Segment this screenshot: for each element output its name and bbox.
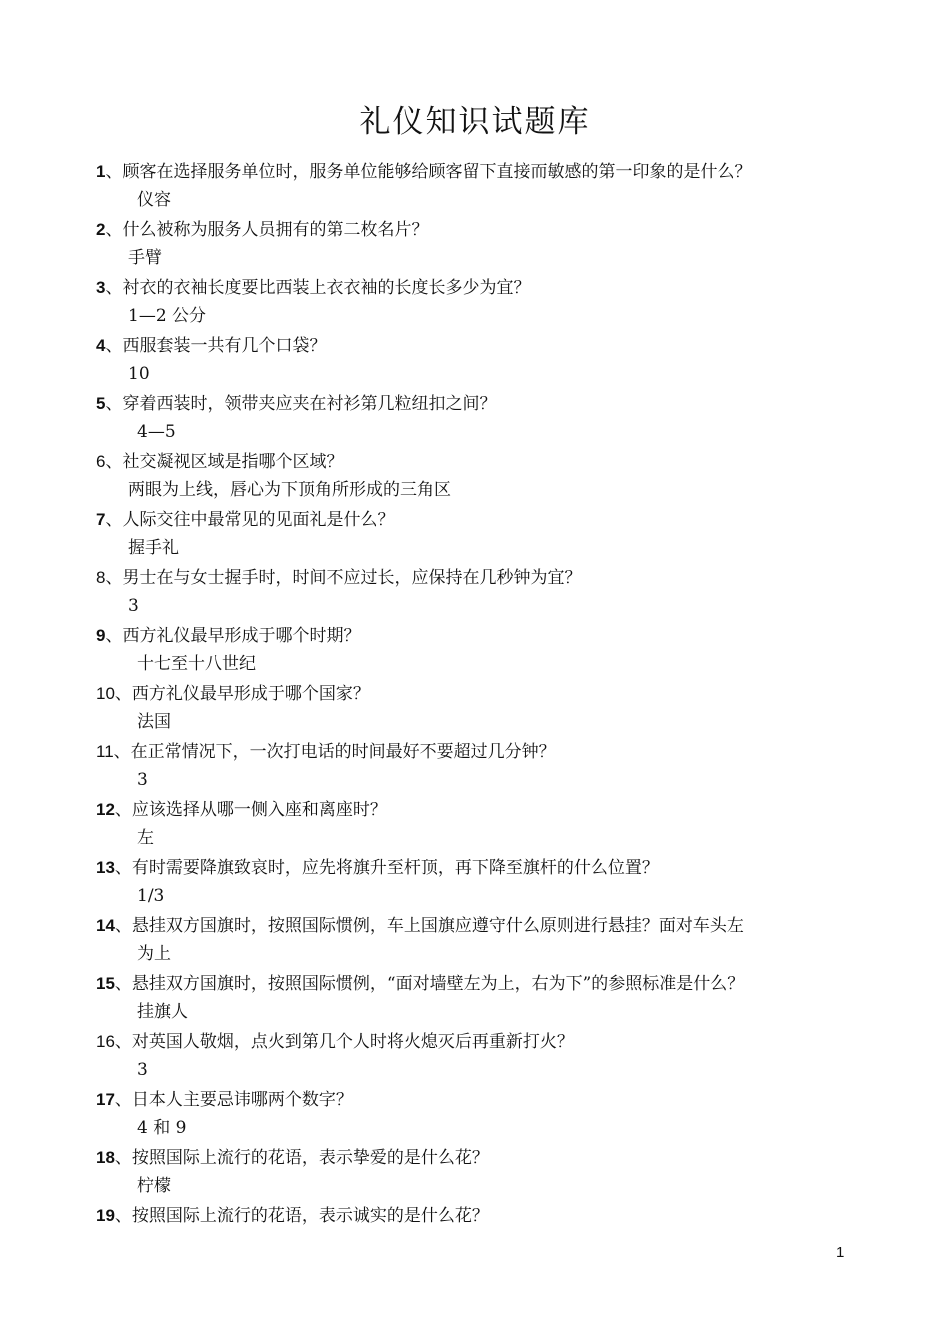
answer-text: 为上 bbox=[137, 944, 171, 964]
question-number: 19 bbox=[96, 1206, 115, 1225]
question-separator: 、 bbox=[105, 162, 123, 182]
question-line bbox=[96, 215, 876, 244]
question-separator: 、 bbox=[114, 916, 132, 936]
question-number: 15 bbox=[96, 974, 115, 993]
answer-text: 柠檬 bbox=[137, 1176, 171, 1196]
question-separator: 、 bbox=[105, 278, 123, 298]
question-number: 5 bbox=[96, 394, 106, 413]
question-number: 4 bbox=[96, 336, 106, 355]
question-item bbox=[96, 273, 876, 331]
question-number: 18 bbox=[96, 1148, 115, 1167]
question-line bbox=[96, 969, 876, 998]
question-item bbox=[96, 215, 876, 273]
question-line bbox=[96, 273, 876, 302]
question-text: 日本人主要忌讳哪两个数字？ bbox=[131, 1090, 353, 1110]
question-text: 应该选择从哪一侧入座和离座时？ bbox=[131, 800, 387, 820]
question-number: 10 bbox=[96, 684, 115, 703]
answer-text: 3 bbox=[128, 596, 139, 616]
question-item bbox=[96, 331, 876, 389]
question-separator: 、 bbox=[105, 220, 123, 240]
answer-text: 左 bbox=[137, 828, 154, 848]
page-number: 1 bbox=[836, 1244, 845, 1261]
question-text: 社交凝视区域是指哪个区域？ bbox=[122, 452, 344, 472]
page-title: 礼仪知识试题库 bbox=[359, 104, 591, 140]
question-text: 顾客在选择服务单位时，服务单位能够给顾客留下直接而敏感的第一印象的是什么？ bbox=[122, 162, 752, 182]
question-number: 12 bbox=[96, 800, 115, 819]
question-line bbox=[96, 1201, 876, 1230]
question-text: 对英国人敬烟，点火到第几个人时将火熄灭后再重新打火？ bbox=[131, 1032, 574, 1052]
answer-text: 手臂 bbox=[128, 248, 162, 268]
answer-text: 法国 bbox=[137, 712, 171, 732]
question-text: 西服套装一共有几个口袋？ bbox=[122, 336, 327, 356]
question-separator: 、 bbox=[105, 394, 123, 414]
answer-text: 3 bbox=[137, 1060, 148, 1080]
question-item bbox=[96, 157, 876, 215]
question-text: 在正常情况下，一次打电话的时间最好不要超过几分钟？ bbox=[130, 742, 556, 762]
question-item bbox=[96, 737, 876, 795]
question-number: 8 bbox=[96, 568, 106, 587]
question-line bbox=[96, 563, 876, 592]
question-item bbox=[96, 1027, 876, 1085]
question-text: 衬衣的衣袖长度要比西装上衣衣袖的长度长多少为宜？ bbox=[122, 278, 531, 298]
question-separator: 、 bbox=[114, 800, 132, 820]
question-line bbox=[96, 679, 876, 708]
answer-text: 握手礼 bbox=[128, 538, 179, 558]
answer-text: 挂旗人 bbox=[137, 1002, 188, 1022]
question-item bbox=[96, 969, 876, 1027]
question-text: 什么被称为服务人员拥有的第二枚名片？ bbox=[122, 220, 429, 240]
question-item bbox=[96, 563, 876, 621]
question-number: 11 bbox=[96, 742, 114, 761]
question-separator: 、 bbox=[114, 974, 132, 994]
question-item bbox=[96, 505, 876, 563]
question-item bbox=[96, 1085, 876, 1143]
question-line bbox=[96, 795, 876, 824]
answer-text: 1/3 bbox=[137, 886, 165, 906]
question-item bbox=[96, 621, 876, 679]
question-line bbox=[96, 853, 876, 882]
answer-text: 仪容 bbox=[137, 190, 171, 210]
question-item bbox=[96, 389, 876, 447]
question-line bbox=[96, 389, 876, 418]
question-text: 男士在与女士握手时，时间不应过长，应保持在几秒钟为宜？ bbox=[122, 568, 582, 588]
question-line bbox=[96, 447, 876, 476]
question-number: 2 bbox=[96, 220, 106, 239]
question-separator: 、 bbox=[114, 1206, 132, 1226]
question-number: 6 bbox=[96, 452, 106, 471]
question-separator: 、 bbox=[114, 858, 132, 878]
question-line bbox=[96, 621, 876, 650]
question-separator: 、 bbox=[105, 452, 123, 472]
question-line bbox=[96, 1143, 876, 1172]
question-separator: 、 bbox=[114, 1148, 132, 1168]
answer-text: 十七至十八世纪 bbox=[137, 654, 256, 674]
question-text: 悬挂双方国旗时，按照国际惯例，车上国旗应遵守什么原则进行悬挂？面对车头左 bbox=[131, 916, 744, 936]
answer-text: 4 和 9 bbox=[137, 1118, 187, 1138]
question-line bbox=[96, 737, 876, 766]
question-text: 穿着西装时，领带夹应夹在衬衫第几粒纽扣之间？ bbox=[122, 394, 497, 414]
question-text: 西方礼仪最早形成于哪个时期？ bbox=[122, 626, 361, 646]
question-line bbox=[96, 505, 876, 534]
question-separator: 、 bbox=[105, 336, 123, 356]
question-text: 西方礼仪最早形成于哪个国家？ bbox=[131, 684, 370, 704]
question-number: 9 bbox=[96, 626, 106, 645]
answer-text: 4—5 bbox=[137, 422, 176, 442]
question-number: 16 bbox=[96, 1032, 115, 1051]
question-separator: 、 bbox=[105, 626, 123, 646]
question-item bbox=[96, 1143, 876, 1201]
question-text: 人际交往中最常见的见面礼是什么？ bbox=[122, 510, 395, 530]
answer-text: 3 bbox=[137, 770, 148, 790]
question-separator: 、 bbox=[114, 1032, 132, 1052]
question-number: 1 bbox=[96, 162, 106, 181]
question-separator: 、 bbox=[113, 742, 131, 762]
question-line bbox=[96, 1027, 876, 1056]
question-separator: 、 bbox=[105, 510, 123, 530]
question-item bbox=[96, 447, 876, 505]
answer-text: 两眼为上线，唇心为下顶角所形成的三角区 bbox=[128, 480, 451, 500]
question-separator: 、 bbox=[114, 684, 132, 704]
question-item bbox=[96, 911, 876, 969]
question-text: 有时需要降旗致哀时，应先将旗升至杆顶，再下降至旗杆的什么位置？ bbox=[131, 858, 659, 878]
question-number: 14 bbox=[96, 916, 115, 935]
question-item bbox=[96, 853, 876, 911]
question-separator: 、 bbox=[105, 568, 123, 588]
question-item bbox=[96, 795, 876, 853]
question-line bbox=[96, 1085, 876, 1114]
question-number: 3 bbox=[96, 278, 106, 297]
answer-text: 1—2 公分 bbox=[128, 306, 207, 326]
question-line bbox=[96, 911, 876, 940]
question-separator: 、 bbox=[114, 1090, 132, 1110]
question-item bbox=[96, 679, 876, 737]
question-text: 悬挂双方国旗时，按照国际惯例，“面对墙壁左为上，右为下”的参照标准是什么？ bbox=[131, 974, 745, 994]
question-list bbox=[96, 157, 876, 1230]
question-line bbox=[96, 331, 876, 360]
answer-text: 10 bbox=[128, 364, 150, 384]
question-text: 按照国际上流行的花语，表示诚实的是什么花？ bbox=[131, 1206, 489, 1226]
question-line bbox=[96, 157, 876, 186]
question-text: 按照国际上流行的花语，表示挚爱的是什么花？ bbox=[131, 1148, 489, 1168]
question-number: 13 bbox=[96, 858, 115, 877]
question-number: 7 bbox=[96, 510, 106, 529]
question-number: 17 bbox=[96, 1090, 115, 1109]
question-item bbox=[96, 1201, 876, 1230]
